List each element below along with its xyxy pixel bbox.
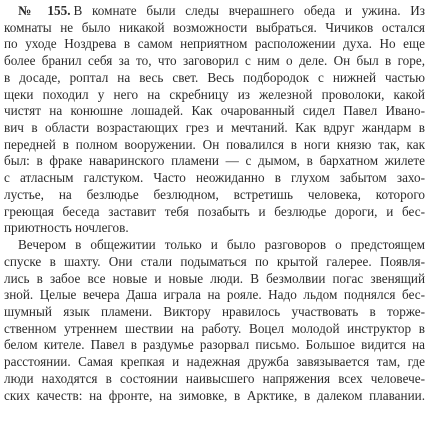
paragraph2-line: Вечером в общежитии только и было разговоров о предстоящем [18,237,425,253]
exercise-page [4,3,425,423]
paragraph2-line: зной. Целые вечера Даша играла на рояле. Надо льдом поднялся бес- [4,287,425,303]
paragraph2-line: шумный язык пламени. Виктору нравилось участвовать в торже- [4,303,425,319]
paragraph2-line: ственном утреннем шествии на работу. Воцел молодой инструктор в [4,320,425,336]
exercise-number: № 155. [18,3,71,18]
paragraph1-line: приютность ночлегов. [4,220,129,236]
paragraph1-line: чистят на конюшне лошадей. Как очарованный сидел Павел Ивано- [4,103,425,119]
paragraph1-line: в досаде, роптал на весь свет. Весь подбородок с нижней частью [4,69,425,85]
paragraph1-line: был: в фраке наваринского пламени — с дымом, в бархатном жилете [4,153,425,169]
paragraph1-line: передней в полном вооружении. Он повалился в ноги князю так, как [4,136,425,152]
paragraph1-line: вич в области возрастающих грез и мечтаний. Как вдруг жандарм в [4,120,425,136]
paragraph2-line: ских качеств: на фронте, на зимовке, в Арктике, в далеком плавании. [4,387,425,403]
paragraph1-line: лустье, на безлюдье безлюдном, встретишь человека, которого [4,186,425,202]
paragraph1-line: комнаты не было никакой возможности выбраться. Чичиков остался [4,19,425,35]
paragraph1-line: щеки походил у него на скребницу из железной проволоки, какой [4,86,425,102]
paragraph2-line: люди находятся в состоянии наивысшего напряжения всех человече- [4,370,425,386]
paragraph2-line: расстоянии. Самая крепкая и надежная дружба завязывается там, где [4,354,425,370]
exercise-line-1 [4,3,425,20]
paragraph1-line: по уходе Ноздрева в самом неприятном расположении духа. Но еще [4,36,425,52]
paragraph2-line: лись в забое все новые и новые люди. В безмолвии погас звенящий [4,270,425,286]
paragraph2-line: спуске в шахту. Они стали подыматься по крытой галерее. Появля- [4,253,425,269]
paragraph1-line: с атласным галстуком. Часто неожиданно в глухом забытом захо- [4,170,425,186]
paragraph1-line: В комнате были следы вчерашнего обеда и ужина. Из [73,3,425,18]
paragraph1-line: греющая беседа заставит тебя позабыть и безлюдье дороги, и бес- [4,203,425,219]
paragraph2-line: белом кителе. Павел в раздумье разорвал письмо. Большое видится на [4,337,425,353]
paragraph1-line: более бранил себя за то, что заговорил с ним о деле. Он был в горе, [4,53,425,69]
